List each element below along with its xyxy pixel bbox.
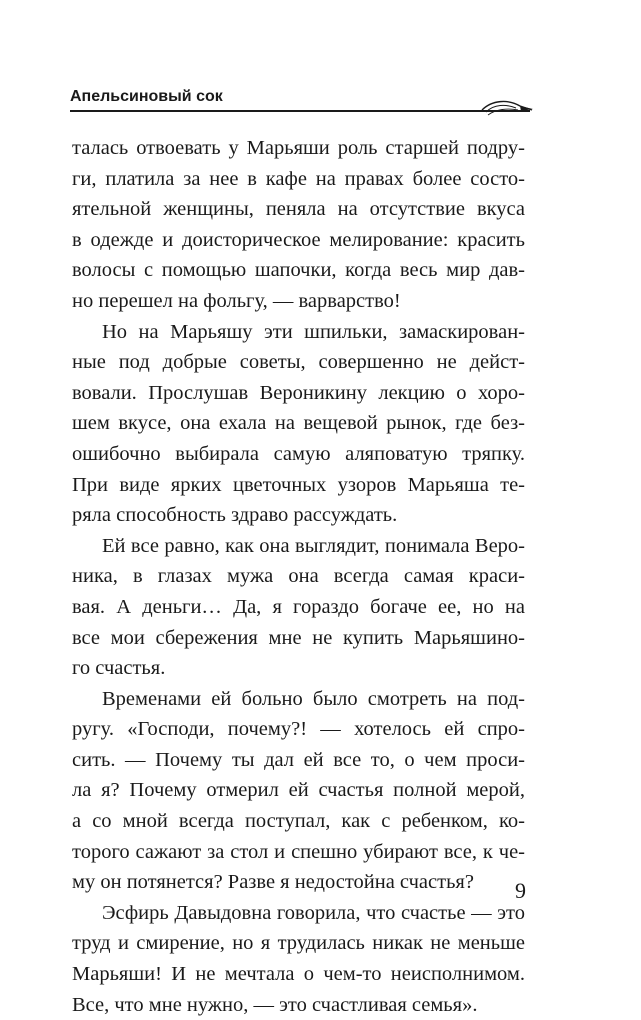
- text-line: все мои сбережения мне не купить Марьяшино-: [72, 626, 525, 649]
- text-line: но перешел на фольгу, — варварство!: [72, 289, 401, 312]
- text-line: труд и смирение, но я трудилась никак не меньше: [72, 932, 525, 955]
- text-line: талась отвоевать у Марьяши роль старшей подру-: [72, 137, 525, 159]
- text-line: в одежде и доисторическое мелирование: красить: [72, 228, 525, 251]
- text-line: При виде ярких цветочных узоров Марьяша те-: [72, 473, 525, 496]
- page-number: 9: [515, 878, 526, 903]
- text-line: го счастья.: [72, 657, 166, 680]
- text-line: вая. А деньги… Да, я гораздо богаче ее, но на: [72, 595, 525, 618]
- header-rule: [70, 110, 530, 112]
- text-line: ные под добрые советы, совершенно не дейст-: [72, 351, 525, 374]
- text-line: ругу. «Господи, почему?! — хотелось ей спро-: [72, 718, 525, 741]
- text-line: Временами ей больно было смотреть на под-: [102, 687, 525, 710]
- text-line: волосы с помощью шапочки, когда весь мир дав-: [72, 259, 525, 282]
- text-line: Но на Марьяшу эти шпильки, замаскирован-: [102, 320, 525, 343]
- text-line: ошибочно выбирала самую аляповатую тряпку.: [72, 442, 525, 465]
- text-line: сить. — Почему ты дал ей все то, о чем проси-: [72, 748, 525, 771]
- text-line: ятельной женщины, пеняла на отсутствие вкуса: [72, 198, 525, 221]
- text-line: му он потянется? Разве я недостойна счастья?: [72, 871, 474, 894]
- body-text: [72, 133, 525, 1020]
- text-line: а со мной всегда поступал, как с ребенком, ко-: [72, 810, 525, 833]
- text-line: ника, в глазах мужа она всегда самая краси-: [72, 565, 525, 588]
- text-line: вовали. Прослушав Вероникину лекцию о хоро-: [72, 381, 525, 404]
- text-line: ги, платила за нее в кафе на правах более состо-: [72, 167, 525, 190]
- running-title: Апельсиновый сок: [70, 88, 223, 105]
- text-line: торого сажают за стол и спешно убирают все, к че-: [72, 840, 525, 863]
- text-line: ла я? Почему отмерил ей счастья полной мерой,: [72, 779, 525, 802]
- text-line: ряла способность здраво рассуждать.: [72, 504, 398, 527]
- running-head: [70, 87, 530, 115]
- text-line: Все, что мне нужно, — это счастливая семья».: [72, 993, 478, 1016]
- text-line: Ей все равно, как она выглядит, понимала Веро-: [102, 534, 525, 557]
- quill-ornament-icon: [480, 96, 534, 118]
- text-line: шем вкусе, она ехала на вещевой рынок, где без-: [72, 412, 525, 435]
- text-line: Марьяши! И не мечтала о чем-то неисполнимом.: [72, 963, 525, 986]
- text-line: Эсфирь Давыдовна говорила, что счастье — это: [102, 901, 525, 924]
